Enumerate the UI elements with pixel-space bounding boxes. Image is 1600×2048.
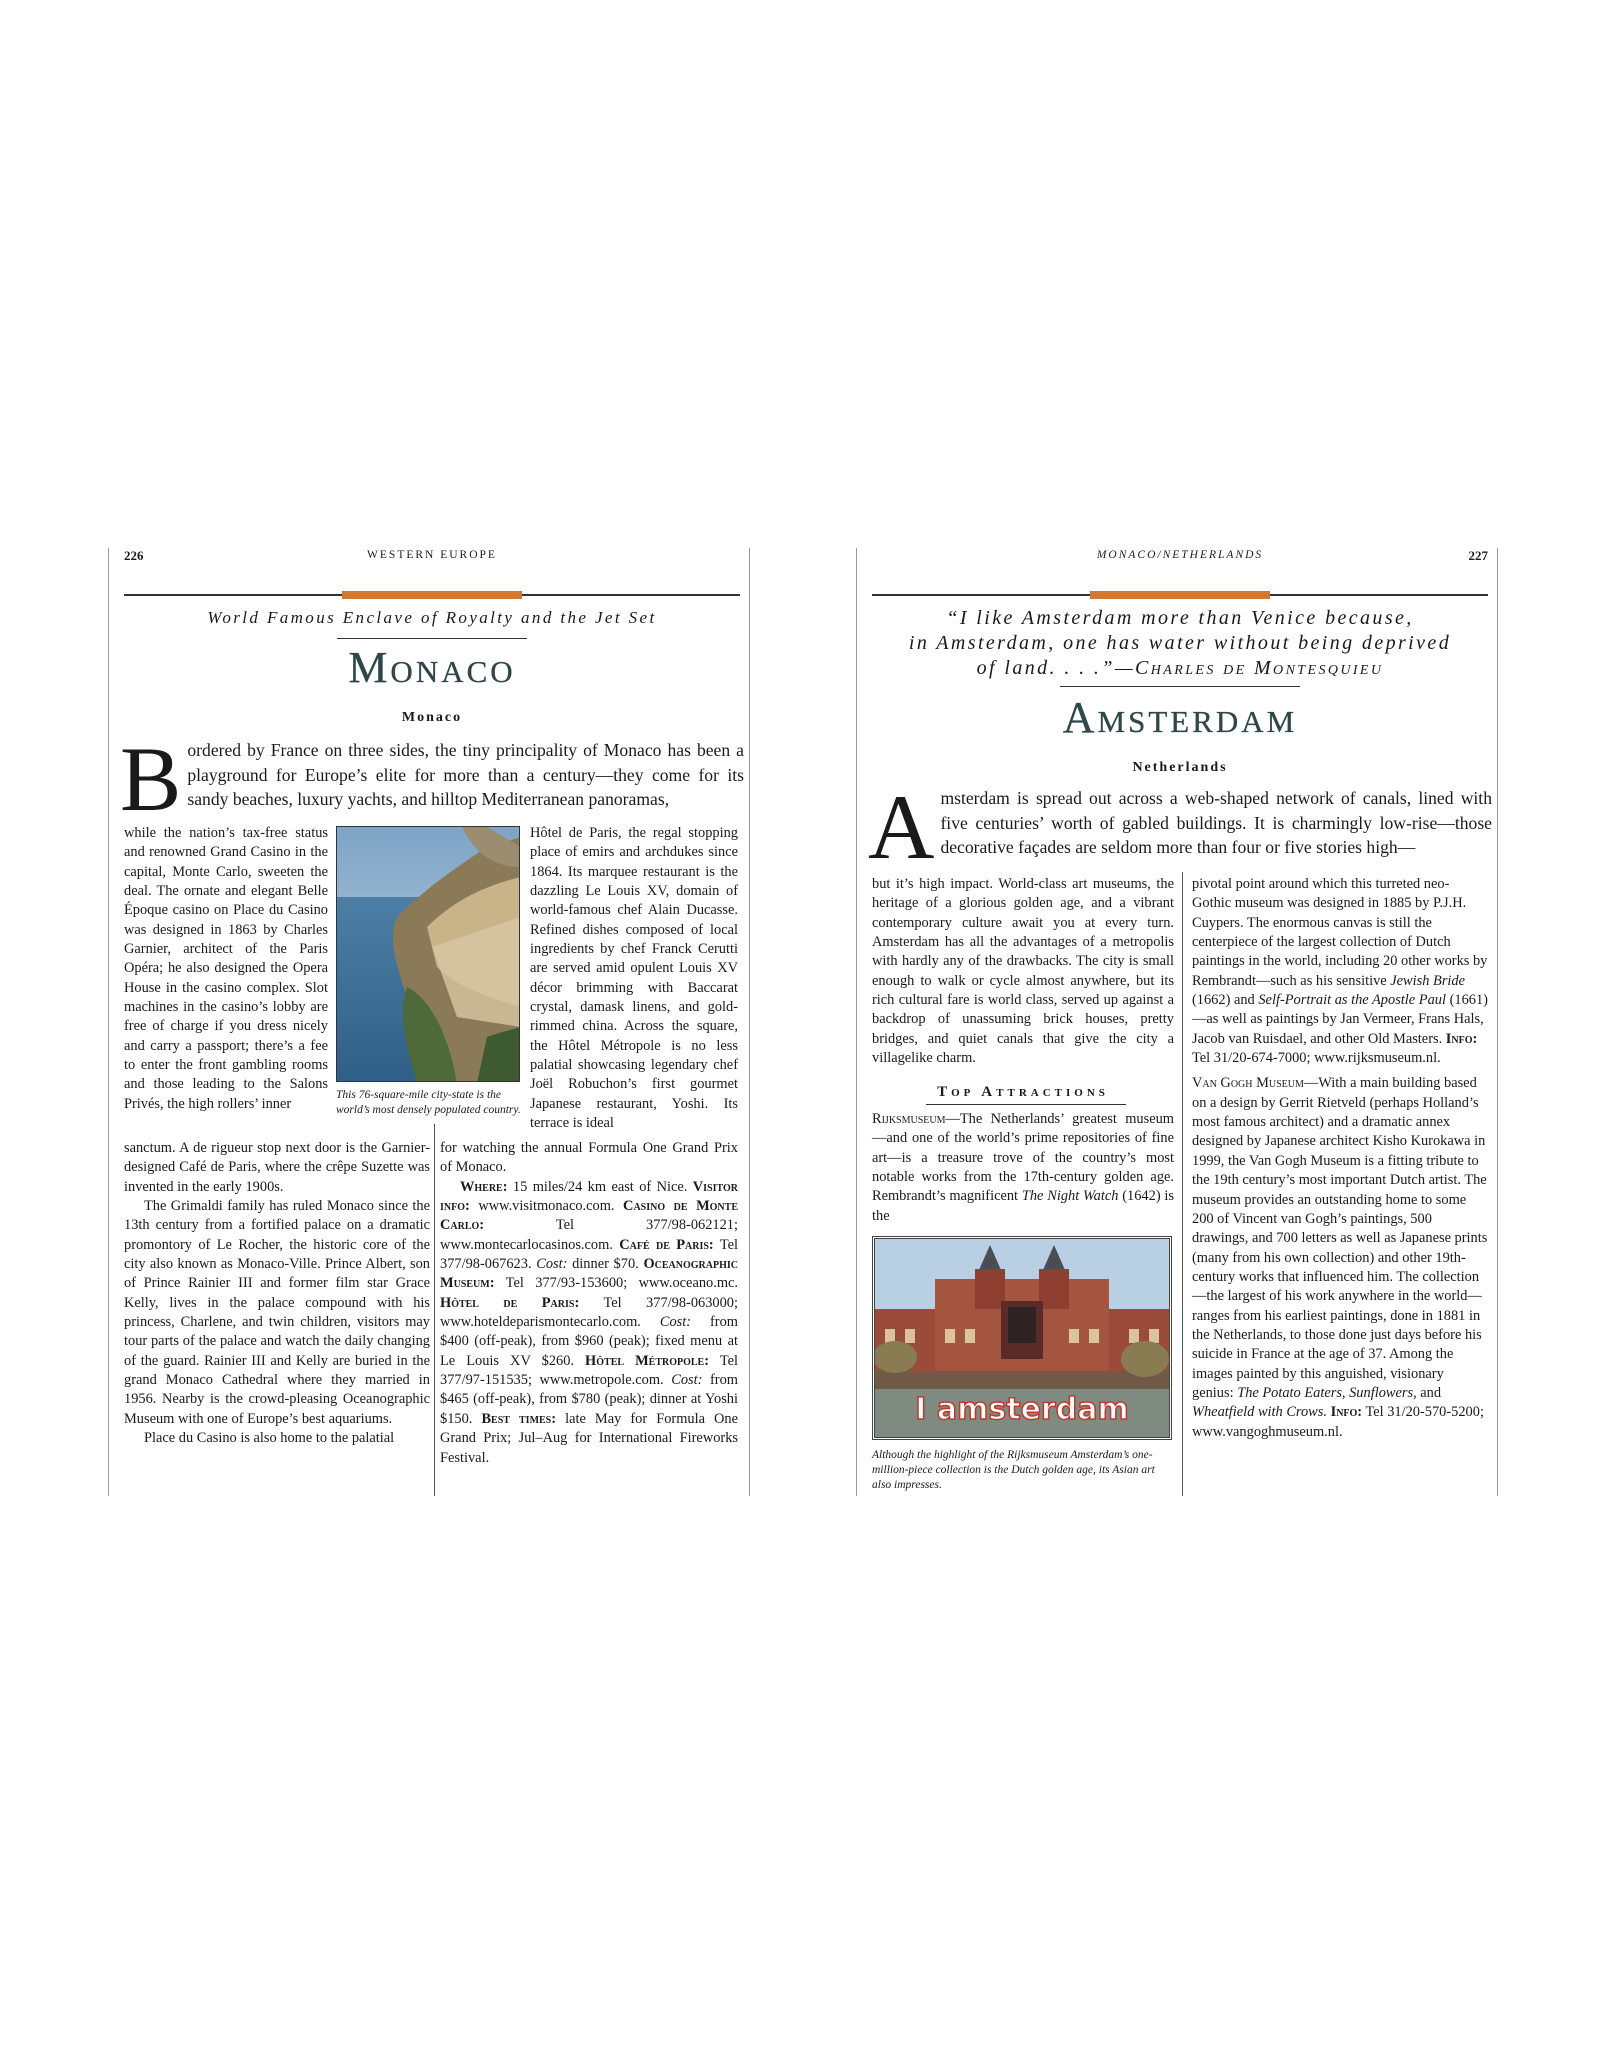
title-rule [337, 638, 527, 639]
lead-paragraph [120, 728, 744, 830]
right-header [856, 548, 1504, 564]
header-accent-bar [1090, 591, 1270, 599]
i-amsterdam-sign: I amsterdam [915, 1392, 1129, 1427]
section-rule [926, 1104, 1126, 1105]
section-head: Top Attractions [937, 1084, 1109, 1100]
page-number: 227 [1468, 548, 1488, 563]
rijksmuseum-photo [872, 1236, 1172, 1440]
col1-rijks [872, 1110, 1174, 1226]
right-page [856, 548, 1504, 1496]
col1-wide [124, 1139, 430, 1449]
lead-text: msterdam is spread out across a web-shaped network of canals, lined with five centuries’ worth of gabled buildings. It is charmingly low-rise—those decorative façades are seldom more than four or five stories high— [940, 788, 1492, 857]
lead-paragraph [868, 776, 1492, 878]
body-text: while the nation’s tax-free status and renowned Grand Casino in the capital, Monte Carlo, sweeten the deal. The ornate and elegant Belle Époque casino on Place du Casino was designed in 1863 by Charles Garnier, architect of the Paris Opéra; he also designed the Opera House in the casino complex. Slot machines in the casino’s lobby are free of charge if you dress nicely and carry a passport; there’s a fee to enter the front gambling rooms and those leading to the Salons Privés, the high rollers’ inner [124, 825, 328, 1112]
rijks-continued: pivotal point around which this turreted neo-Gothic museum was designed in 1885 by P.J.H. Cuypers. The enormous canvas is still the centerpiece of the largest collection of Dutch paintings in the world, including 20 other works by Rembrandt—such as his sensitive Jewish Bride (1662) and Self-Portrait as the Apostle Paul (1661)—as well as paintings by Jan Vermeer, Frans Hals, Jacob van Ruisdael, and other Old Masters. Info: Tel 31/20-674-7000; www.rijksmuseum.nl. [1192, 876, 1488, 1067]
quote-line: in Amsterdam, one has water without being deprived [908, 632, 1452, 654]
header-rule [872, 594, 1488, 596]
drop-cap: A [868, 776, 935, 878]
body-text: Place du Casino is also home to the palatial [144, 1430, 395, 1447]
column-rule [434, 1124, 435, 1496]
body-text: The Grimaldi family has ruled Monaco since the 13th century from a fortified palace on a dramatic promontory of Le Rocher, the historic core of the city also known as Monaco-Ville. Prince Albert, son of Prince Rainier III and former film star Grace Kelly, lives in the palace compound with his princess, Charlene, and twin children, visitors may tour parts of the palace and watch the daily changing of the guard. Rainier III and Kelly are buried in the grand Monaco Cathedral where they married in 1956. Nearby is the crowd-pleasing Oceanographic Museum with one of Europe’s best aquariums. [124, 1198, 430, 1427]
monaco-photo [336, 826, 520, 1082]
column-rule [1182, 872, 1183, 1496]
epigraph [856, 606, 1504, 681]
body-text: but it’s high impact. World-class art museums, the heritage of a glorious golden age, and a vibrant contemporary culture await you at every turn. Amsterdam has all the advantages of a metropolis with hardly any of the drawbacks. The city is small enough to walk or cycle almost anywhere, but its rich cultural fare is world class, served up against a backdrop of unassuming brick houses, pretty bridges, and quiet canals that give the city a villagelike charm. [872, 876, 1174, 1067]
header-accent-bar [342, 591, 522, 599]
lead-text: ordered by France on three sides, the tiny principality of Monaco has been a playground for Europe’s elite for more than a century—they come for its sandy beaches, luxury yachts, and hilltop Mediterranean panoramas, [187, 740, 744, 809]
quote-author: —Charles de Montesquieu [1114, 657, 1384, 679]
running-head: WESTERN EUROPE [367, 549, 497, 561]
quote-line: of land. . . .”—Charles de Montesquieu [976, 657, 1384, 679]
info-block: Where: 15 miles/24 km east of Nice. Visitor info: www.visitmonaco.com. Casino de Monte Carlo: Tel 377/98-062121; www.montecarlocasinos.com. Café de Paris: Tel 377/98-067623. Cost: dinner $70. Oceanographic Museum: Tel 377/93-153600; www.oceano.mc. Hôtel de Paris: Tel 377/98-063000; www.hoteldeparismontecarlo.com. Cost: from $400 (off-peak), from $960 (peak); fixed menu at Le Louis XV $260. Hôtel Métropole: Tel 377/97-151535; www.metropole.com. Cost: from $465 (off-peak), from $780 (peak); dinner at Yoshi $150. Best times: late May for Formula One Grand Prix; Jul–Aug for International Fireworks Festival. [440, 1178, 738, 1466]
quote-line: “I like Amsterdam more than Venice because, [946, 607, 1414, 629]
body-text: Hôtel de Paris, the regal stopping place of emirs and archdukes since 1864. Its marquee restaurant is the dazzling Le Louis XV, domain of world-famous chef Alain Ducasse. Refined dishes composed of local ingredients by chef Franck Cerutti are served amid opulent Louis XV décor brimming with Baccarat crystal, damask linens, and gold-rimmed china. Across the square, the Hôtel Métropole is no less palatial showcasing legendary chef Joël Robuchon’s first gourmet Japanese restaurant, Yoshi. Its terrace is ideal [530, 825, 738, 1132]
left-page [108, 548, 756, 1496]
country-label: Netherlands [1132, 760, 1228, 775]
tagline: World Famous Enclave of Royalty and the Jet Set [207, 608, 657, 627]
col1-narrow [124, 824, 328, 1114]
country-label: Monaco [401, 710, 463, 725]
col2-narrow [530, 824, 738, 1134]
col2 [1192, 875, 1488, 1442]
header-rule [124, 594, 740, 596]
title-rule [1060, 686, 1300, 687]
body-text: sanctum. A de rigueur stop next door is the Garnier-designed Café de Paris, where the crêpe Suzette was invented in the early 1900s. [124, 1140, 430, 1195]
photo-caption: Although the highlight of the Rijksmuseum Amsterdam’s one-million-piece collection is the Dutch golden age, its Asian art also impresses. [872, 1449, 1155, 1491]
monaco-coast-image [337, 827, 520, 1082]
rijks-entry: Rijksmuseum—The Netherlands’ greatest museum—and one of the world’s prime repositories of fine art—is a treasure trove of the country’s most notable works from the 17th-century golden age. Rembrandt’s magnificent The Night Watch (1642) is the [872, 1111, 1174, 1224]
photo-caption: This 76-square-mile city-state is the world’s most densely populated country. [336, 1089, 521, 1116]
col1 [872, 875, 1174, 1068]
body-text: for watching the annual Formula One Grand Prix of Monaco. [440, 1140, 738, 1176]
running-head: MONACO/NETHERLANDS [1096, 549, 1264, 561]
col2-wide [440, 1139, 738, 1468]
rijksmuseum-image [875, 1239, 1169, 1437]
page-number: 226 [124, 548, 144, 563]
vangogh-entry: Van Gogh Museum—With a main building based on a design by Gerrit Rietveld (perhaps Holland’s most famous architect) and a dramatic annex designed by Japanese architect Kisho Kurokawa in 1999, the Van Gogh Museum is a fitting tribute to the 19th century’s most important Dutch artist. The museum provides an outstanding home to some 200 of Vincent van Gogh’s paintings, 500 drawings, and 700 letters as well as Japanese prints (many from his own collection) and other 19th-century works that influenced him. The collection—the largest of his work anywhere in the world—ranges from his earliest paintings, done in 1881 in the Netherlands, to those done just days before his suicide in France at the age of 37. Among the images painted by this anguished, visionary genius: The Potato Eaters, Sunflowers, and Wheatfield with Crows. Info: Tel 31/20-570-5200; www.vangoghmuseum.nl. [1192, 1075, 1488, 1440]
left-header [108, 548, 756, 564]
page-title: Amsterdam [1062, 693, 1298, 742]
page-title: Monaco [348, 643, 516, 692]
drop-cap: B [120, 728, 182, 830]
